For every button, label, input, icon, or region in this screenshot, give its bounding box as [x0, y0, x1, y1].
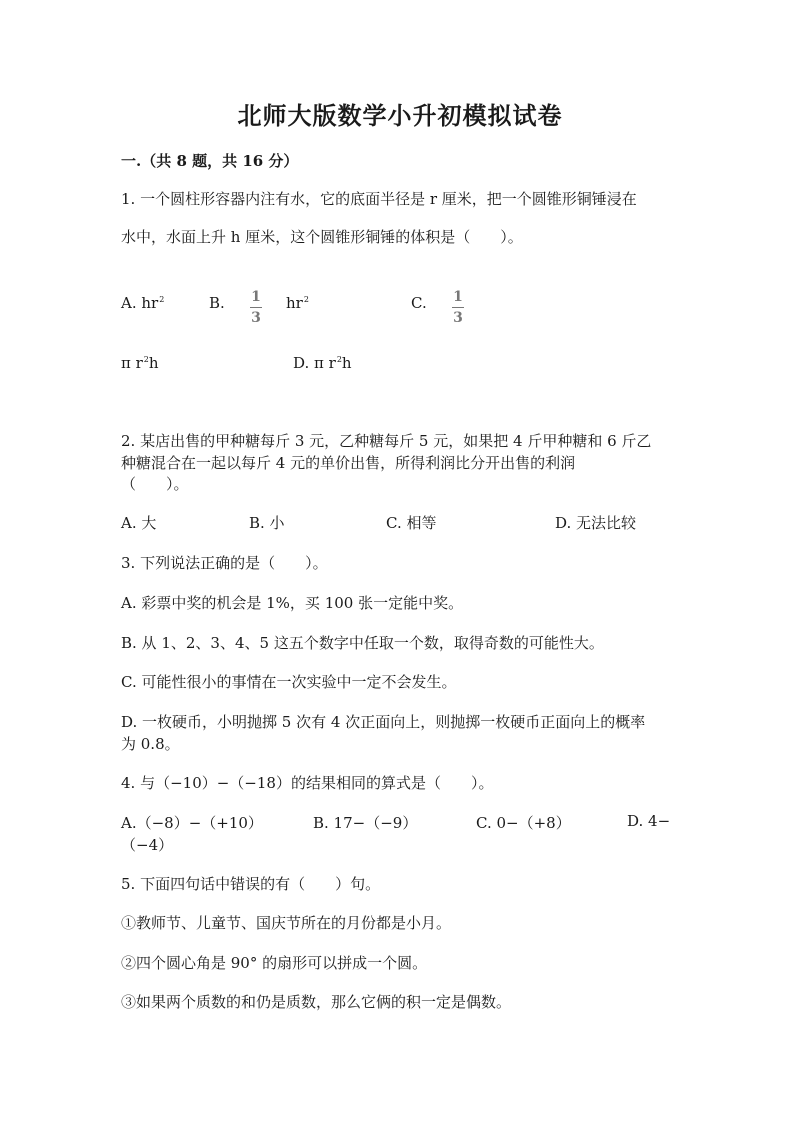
q1-option-a-exponent: 2: [159, 295, 165, 304]
page-title: 北师大版数学小升初模拟试卷: [237, 101, 563, 130]
q2-option-d: D. 无法比较: [555, 514, 637, 532]
q3-option-a: A. 彩票中奖的机会是 1%，买 100 张一定能中奖。: [121, 594, 464, 612]
q1-option-d: [293, 354, 352, 372]
q1-option-d-exponent: 2: [336, 355, 342, 364]
q1-stem-line2: 水中，水面上升 h 厘米，这个圆锥形铜锤的体积是（ ）。: [121, 228, 523, 246]
q4-option-a: A.（−8）−（+10）: [121, 814, 263, 832]
q1-option-c-continuation: [121, 354, 159, 372]
q1-option-a-text: A. hr: [121, 294, 159, 312]
q1-option-a: [121, 294, 164, 312]
q1-option-b-expr: hr: [286, 294, 303, 312]
q1-option-d-tail: h: [341, 354, 352, 372]
q3-option-d-line1: D. 一枚硬币，小明抛掷 5 次有 4 次正面向上，则抛掷一枚硬币正面向上的概率: [121, 713, 646, 731]
fraction-bar: [452, 307, 464, 308]
q5-statement-2: ②四个圆心角是 90° 的扇形可以拼成一个圆。: [121, 954, 428, 972]
q1-option-b-label: B.: [209, 294, 225, 312]
q4-stem: 4. 与（−10）−（−18）的结果相同的算式是（ ）。: [121, 774, 494, 792]
fraction-numerator: 1: [251, 289, 261, 305]
q1-option-b-text: [286, 294, 309, 312]
q2-option-b: B. 小: [249, 514, 285, 532]
q2-stem-line3: （ ）。: [121, 475, 189, 493]
q4-option-c: C. 0−（+8）: [476, 814, 571, 832]
q1-option-b-fraction: [248, 290, 264, 325]
q1-option-c-expr: π r: [121, 354, 143, 372]
q4-option-d-line2: （−4）: [121, 836, 174, 854]
q5-stem: 5. 下面四句话中错误的有（ ）句。: [121, 875, 381, 893]
q3-option-c: C. 可能性很小的事情在一次实验中一定不会发生。: [121, 673, 457, 691]
q2-option-c: C. 相等: [386, 514, 437, 532]
q3-option-b: B. 从 1、2、3、4、5 这五个数字中任取一个数，取得奇数的可能性大。: [121, 634, 604, 652]
q2-stem-line2: 种糖混合在一起以每斤 4 元的单价出售，所得利润比分开出售的利润: [121, 454, 576, 472]
section-heading: 一.（共 8 题，共 16 分）: [121, 152, 299, 170]
q2-option-a: A. 大: [121, 514, 157, 532]
fraction-denominator: 3: [251, 310, 261, 326]
q4-option-d-line1: D. 4−: [627, 812, 671, 830]
q5-statement-3: ③如果两个质数的和仍是质数，那么它俩的积一定是偶数。: [121, 993, 512, 1011]
q3-stem: 3. 下列说法正确的是（ ）。: [121, 554, 328, 572]
q2-stem-line1: 2. 某店出售的甲种糖每斤 3 元，乙种糖每斤 5 元，如果把 4 斤甲种糖和 6 斤乙: [121, 432, 652, 450]
q1-option-b-exponent: 2: [303, 295, 309, 304]
q5-statement-1: ①教师节、儿童节、国庆节所在的月份都是小月。: [121, 914, 452, 932]
q1-option-d-expr: D. π r: [293, 354, 336, 372]
fraction-denominator: 3: [453, 310, 463, 326]
q1-option-c-exponent: 2: [143, 355, 149, 364]
q3-option-d-line2: 为 0.8。: [121, 735, 180, 753]
fraction-numerator: 1: [453, 289, 463, 305]
fraction-bar: [250, 307, 262, 308]
q1-option-c-fraction: [450, 290, 466, 325]
q4-option-b: B. 17−（−9）: [313, 814, 418, 832]
q1-stem-line1: 1. 一个圆柱形容器内注有水，它的底面半径是 r 厘米，把一个圆锥形铜锤浸在: [121, 190, 637, 208]
q1-option-c-tail: h: [148, 354, 159, 372]
q1-option-c-label: C.: [411, 294, 427, 312]
